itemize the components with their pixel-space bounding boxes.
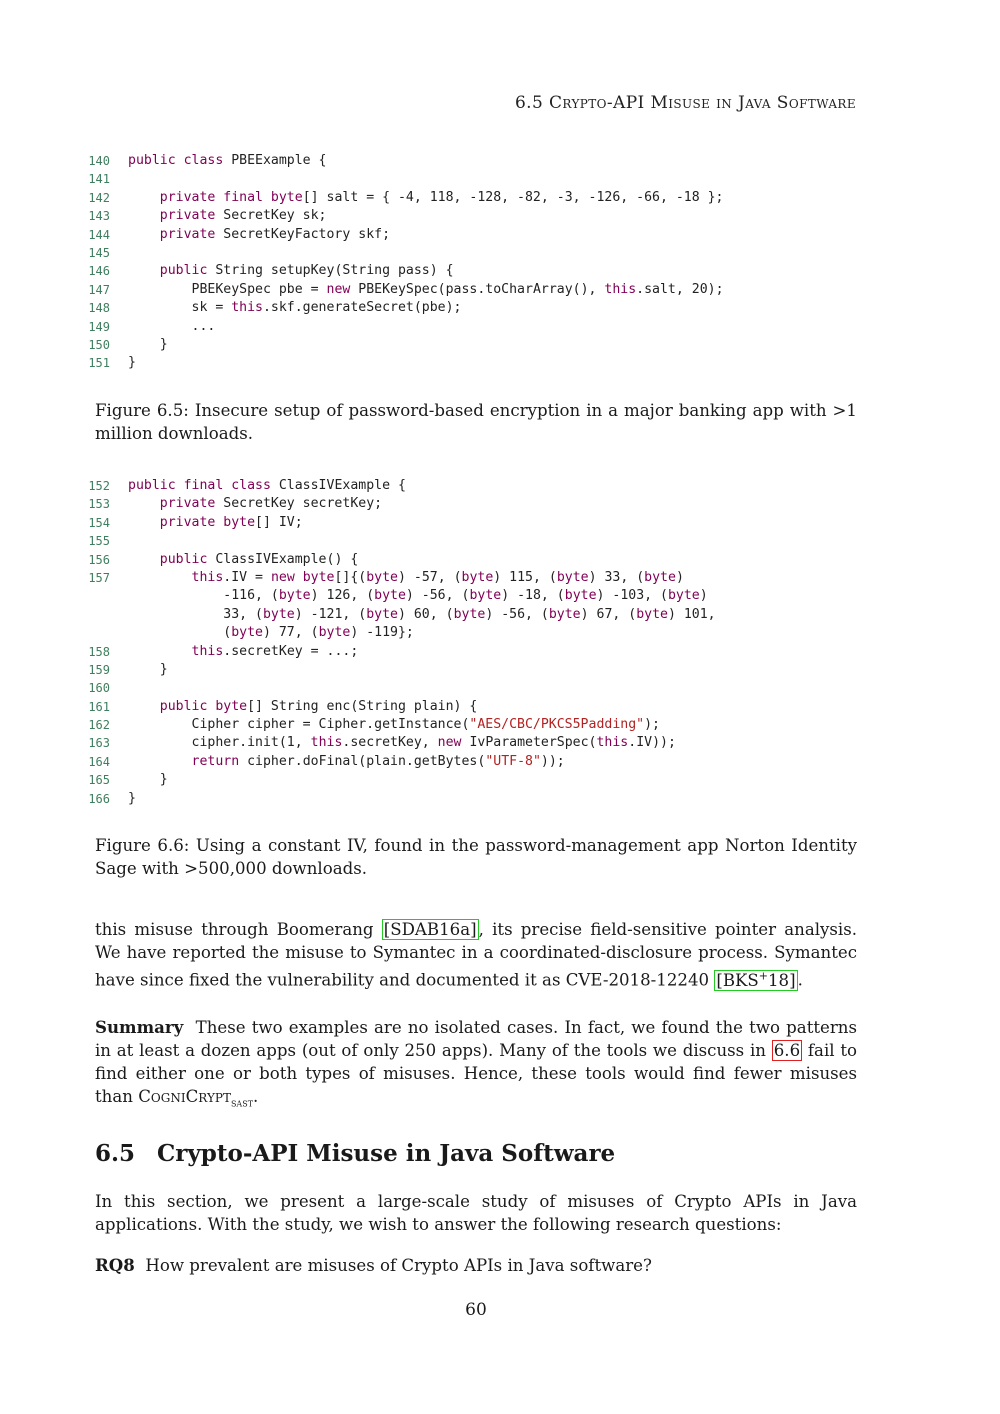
code-token: .secretKey, xyxy=(342,735,438,751)
section-title: Crypto-API Misuse in Java Software xyxy=(157,1140,616,1167)
paragraph-text: . xyxy=(797,970,803,990)
code-text xyxy=(128,551,358,569)
line-number: 165 xyxy=(88,773,110,788)
page-number: 60 xyxy=(465,1300,487,1320)
line-number: 161 xyxy=(88,699,110,714)
code-text xyxy=(128,207,327,225)
code-token: ) -56, ( xyxy=(485,606,549,622)
paragraph-text: These two examples are no isolated cases. In fact, we found the two patterns in at least a dozen apps (out of only 250 apps). Many of the tools we discuss in xyxy=(95,1018,857,1060)
line-number: 159 xyxy=(88,662,110,677)
code-token: ) 60, ( xyxy=(397,606,454,622)
code-keyword: this xyxy=(191,569,224,585)
code-text xyxy=(128,661,168,679)
code-token xyxy=(128,208,160,223)
code-token: } xyxy=(128,790,136,806)
code-token: Cipher cipher = Cipher.getInstance( xyxy=(128,717,470,733)
citation-link-bks18[interactable] xyxy=(714,970,797,991)
line-number: 157 xyxy=(88,570,110,585)
code-text xyxy=(128,569,684,587)
code-token xyxy=(128,496,160,511)
code-string: "AES/CBC/PKCS5Padding" xyxy=(469,717,645,733)
code-token: []{( xyxy=(334,569,367,585)
code-token: .IV)); xyxy=(628,735,676,751)
code-text xyxy=(128,790,136,808)
line-number: 160 xyxy=(88,681,110,696)
citation-text: [BKS xyxy=(716,970,759,990)
code-token: sk = xyxy=(128,300,232,316)
code-token: } xyxy=(128,772,168,788)
line-number: 144 xyxy=(88,227,110,242)
code-token: ) xyxy=(675,569,684,585)
code-keyword: this xyxy=(604,281,637,297)
code-token: ) -103, ( xyxy=(596,588,668,604)
line-number: 150 xyxy=(88,337,110,352)
code-token: .skf.generateSecret(pbe); xyxy=(262,300,462,316)
code-token: [] salt = { -4, 118, -128, -82, -3, -126, -66, -18 }; xyxy=(302,189,724,205)
code-token: 33, ( xyxy=(128,606,263,622)
line-number: 140 xyxy=(88,154,110,168)
tool-name-subscript: sast xyxy=(230,1096,254,1110)
code-token xyxy=(128,644,192,659)
paragraph-text: fail to find either one or both types of misuses. Hence, these tools would find fewer misuses than xyxy=(95,1041,858,1106)
code-keyword: byte xyxy=(667,588,700,604)
code-token: ) 101, xyxy=(667,606,716,622)
code-keyword: byte xyxy=(231,625,263,641)
code-keyword: byte xyxy=(564,588,597,604)
line-number: 142 xyxy=(88,190,110,205)
citation-superscript: + xyxy=(758,969,768,982)
code-keyword: new byte xyxy=(270,569,335,585)
code-token: [] String enc(String plain) { xyxy=(247,698,478,714)
code-text xyxy=(128,262,454,280)
code-text xyxy=(128,514,303,532)
code-token xyxy=(128,227,160,242)
code-text xyxy=(128,318,215,336)
code-token: ) -56, ( xyxy=(405,588,470,604)
code-token: String setupKey(String pass) { xyxy=(207,263,454,279)
section-heading xyxy=(95,1140,615,1167)
code-text xyxy=(128,477,406,495)
tool-name: CogniCrypt xyxy=(138,1087,231,1106)
code-token: .salt, 20); xyxy=(636,281,724,297)
code-token xyxy=(128,515,160,530)
code-text xyxy=(128,495,382,513)
code-token: )); xyxy=(540,753,565,769)
line-number: 141 xyxy=(88,172,110,187)
code-token: SecretKey sk; xyxy=(215,208,327,224)
figure-caption-6-5: Figure 6.5: Insecure setup of password-based encryption in a major banking app with >1 million downloads. xyxy=(95,401,857,443)
citation-link-sdab16a[interactable]: [SDAB16a] xyxy=(383,920,477,939)
line-number: 163 xyxy=(88,736,110,751)
code-token: cipher.doFinal(plain.getBytes( xyxy=(239,753,486,769)
code-keyword: public xyxy=(159,551,208,567)
code-keyword: byte xyxy=(374,588,406,604)
code-token xyxy=(128,190,160,205)
code-token: ) 77, ( xyxy=(262,625,319,641)
code-text xyxy=(128,152,327,170)
code-keyword: public final class xyxy=(128,478,271,493)
code-text xyxy=(128,753,565,771)
code-keyword: public byte xyxy=(159,698,248,714)
code-token: [] IV; xyxy=(255,514,303,530)
line-number: 146 xyxy=(88,264,110,279)
code-token: ClassIVExample() { xyxy=(207,551,359,567)
code-keyword: byte xyxy=(278,588,311,604)
line-number: 145 xyxy=(88,245,110,260)
code-keyword: byte xyxy=(461,569,494,585)
code-token: } xyxy=(128,661,168,677)
body-paragraph-boomerang xyxy=(95,918,857,992)
code-keyword: public xyxy=(159,263,208,279)
line-number: 154 xyxy=(88,515,110,530)
code-keyword: private xyxy=(159,226,216,242)
code-keyword: byte xyxy=(366,606,398,622)
line-number: 166 xyxy=(88,791,110,806)
summary-label: Summary xyxy=(95,1017,184,1037)
line-number: 164 xyxy=(88,754,110,769)
citation-text-end: 18] xyxy=(768,970,796,990)
code-keyword: byte xyxy=(366,569,398,585)
code-text xyxy=(128,734,676,752)
code-token: ) xyxy=(699,588,708,604)
code-token xyxy=(128,754,192,769)
code-text xyxy=(128,336,168,354)
code-text xyxy=(128,624,414,642)
summary-paragraph xyxy=(95,1016,857,1114)
code-keyword: this xyxy=(191,643,224,659)
code-text xyxy=(128,698,477,716)
code-token: .IV = xyxy=(223,569,271,585)
line-number: 156 xyxy=(88,552,110,567)
line-number: 147 xyxy=(88,282,110,297)
code-text xyxy=(128,606,716,624)
running-header: 6.5 Crypto-API Misuse in Java Software xyxy=(514,93,856,113)
code-keyword: private final byte xyxy=(159,189,303,205)
code-token: } xyxy=(128,355,136,371)
code-text xyxy=(128,189,723,207)
code-keyword: byte xyxy=(548,606,581,622)
code-token: SecretKeyFactory skf; xyxy=(215,226,391,242)
code-keyword: this xyxy=(596,735,629,751)
code-token xyxy=(128,699,160,714)
code-token: ); xyxy=(644,717,660,733)
code-text xyxy=(128,299,461,317)
line-number: 143 xyxy=(88,209,110,224)
code-string: "UTF-8" xyxy=(485,753,541,769)
section-number: 6.5 xyxy=(95,1140,136,1167)
code-text xyxy=(128,354,136,372)
code-text xyxy=(128,771,168,789)
code-keyword: private xyxy=(159,208,216,224)
code-token: ) -121, ( xyxy=(294,606,367,622)
line-number: 162 xyxy=(88,718,110,733)
paragraph-text: , its precise field-sensitive pointer analysis. We have reported the misuse to Symantec in a coordinated-disclosure process. Symantec have since fixed the vulnerability and documented it as CVE-2018-12240 xyxy=(95,920,858,990)
code-text xyxy=(128,226,390,244)
code-keyword: private xyxy=(159,496,216,512)
line-number: 158 xyxy=(88,644,110,659)
research-question xyxy=(95,1254,857,1277)
code-token: SecretKey secretKey; xyxy=(215,496,383,512)
code-token: ) -18, ( xyxy=(501,588,565,604)
code-text xyxy=(128,716,660,734)
code-token xyxy=(128,263,160,278)
code-token: ) 126, ( xyxy=(310,588,375,604)
research-question-text: How prevalent are misuses of Crypto APIs in Java software? xyxy=(145,1256,652,1275)
code-token: -116, ( xyxy=(128,588,279,604)
code-keyword: private byte xyxy=(159,514,256,530)
code-token: PBEExample { xyxy=(223,153,327,168)
section-ref-link-6-6[interactable]: 6.6 xyxy=(773,1041,801,1060)
code-keyword: byte xyxy=(556,569,589,585)
line-number: 152 xyxy=(88,479,110,493)
code-token xyxy=(128,570,192,585)
research-question-label: RQ8 xyxy=(95,1255,135,1275)
code-keyword: return xyxy=(191,753,240,769)
code-keyword: byte xyxy=(453,606,486,622)
code-token: ) -57, ( xyxy=(398,569,462,585)
code-token: PBEKeySpec pbe = xyxy=(128,281,327,297)
code-keyword: byte xyxy=(262,606,295,622)
code-token xyxy=(128,552,160,567)
code-keyword: byte xyxy=(469,588,502,604)
code-keyword: byte xyxy=(644,569,676,585)
code-token: ( xyxy=(128,625,232,641)
code-keyword: new xyxy=(326,281,351,297)
code-keyword: this xyxy=(310,735,343,751)
code-text xyxy=(128,643,358,661)
code-text xyxy=(128,587,708,605)
paragraph-text: . xyxy=(253,1087,259,1106)
code-token: ClassIVExample { xyxy=(270,478,406,493)
code-keyword: byte xyxy=(318,625,351,641)
line-number: 149 xyxy=(88,319,110,334)
section-intro-paragraph: In this section, we present a large-scale study of misuses of Crypto APIs in Java applications. With the study, we wish to answer the following research questions: xyxy=(95,1192,857,1234)
code-token: } xyxy=(128,336,168,352)
code-token: ... xyxy=(128,318,216,334)
line-number: 151 xyxy=(88,356,110,371)
code-keyword: public class xyxy=(128,153,224,168)
line-number: 153 xyxy=(88,497,110,512)
code-token: PBEKeySpec(pass.toCharArray(), xyxy=(350,281,605,297)
code-token: ) 67, ( xyxy=(580,606,637,622)
code-keyword: this xyxy=(231,300,263,316)
code-keyword: new xyxy=(437,735,462,751)
paragraph-text: this misuse through Boomerang xyxy=(95,920,382,939)
code-token: ) 33, ( xyxy=(588,569,645,585)
code-token: .secretKey = ...; xyxy=(223,643,359,659)
line-number: 155 xyxy=(88,534,110,549)
code-token: cipher.init(1, xyxy=(128,735,311,751)
figure-caption-6-6: Figure 6.6: Using a constant IV, found in the password-management app Norton Identity Sage with >500,000 downloads. xyxy=(95,836,857,878)
code-token: ) -119}; xyxy=(350,625,414,641)
code-token: ) 115, ( xyxy=(493,569,557,585)
code-text xyxy=(128,281,724,299)
line-number: 148 xyxy=(88,301,110,316)
code-token: IvParameterSpec( xyxy=(461,735,597,751)
code-keyword: byte xyxy=(636,606,668,622)
